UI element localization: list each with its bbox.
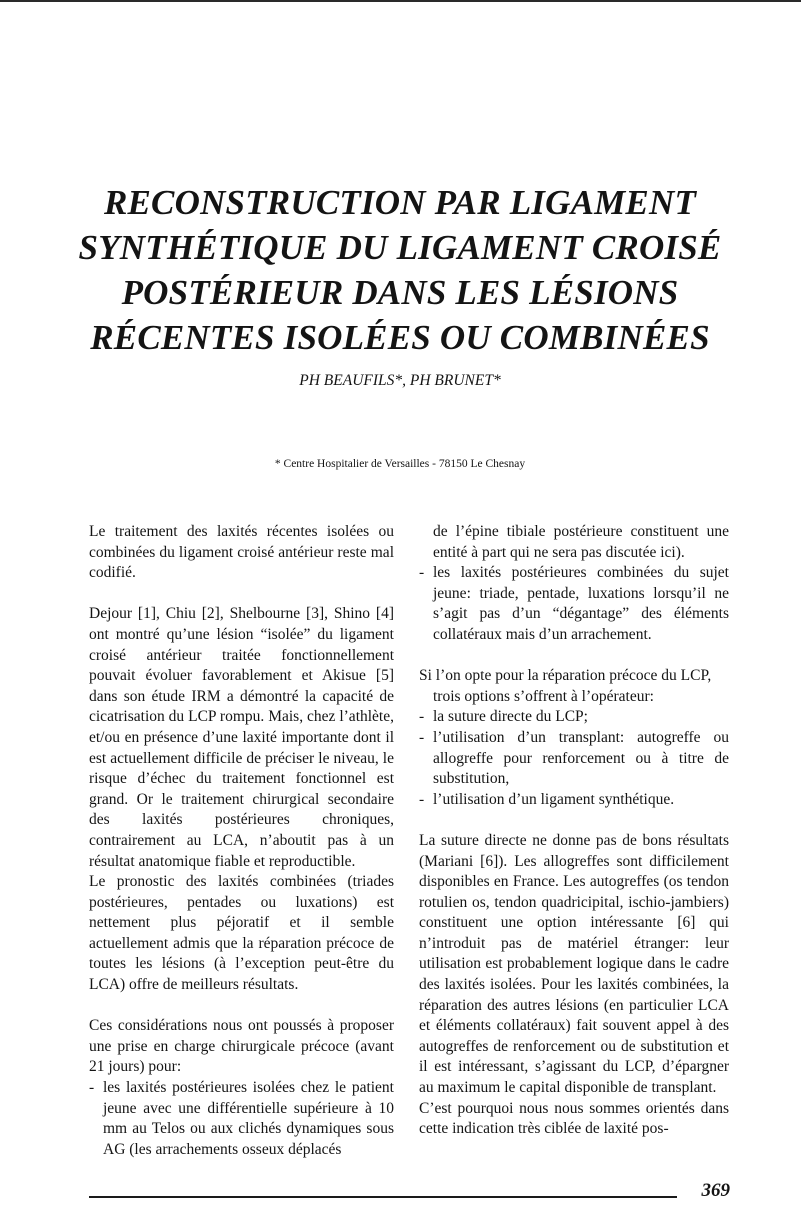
list-item: - l’utilisation d’un transplant: autogreffe ou allogreffe pour renforcement ou à titre de substitution, — [419, 728, 729, 790]
affiliation: * Centre Hospitalier de Versailles - 78150 Le Chesnay — [274, 458, 526, 470]
title-line-2: SYNTHÉTIQUE DU LIGAMENT CROISÉ — [78, 228, 722, 267]
list-item: - les laxités postérieures isolées chez le patient jeune avec une différentielle supérieure à 10 mm au Telos ou aux clichés dynamiques sous AG (les arrachements osseux déplacés — [89, 1078, 394, 1160]
options-intro-line-1: Si l’on opte pour la réparation précoce du LCP, — [419, 667, 712, 685]
indication-list-continued — [419, 522, 729, 646]
paragraph-considerations: Ces considérations nous ont poussés à proposer une prise en charge chirurgicale précoce (avant 21 jours) pour: — [89, 1017, 394, 1076]
indication-list — [89, 1078, 394, 1160]
paragraph-conclusion: C’est pourquoi nous nous sommes orientés dans cette indication très ciblée de laxité pos- — [419, 1099, 729, 1138]
list-item-continued: de l’épine tibiale postérieure constituent une entité à part qui ne sera pas discutée ici). — [433, 523, 729, 561]
list-item: - les laxités postérieures combinées du sujet jeune: triade, pentade, luxations lorsqu’il ne s’agit pas d’un “dégantage” des éléments collatéraux mais d’un arrachement. — [419, 563, 729, 645]
authors: PH BEAUFILS*, PH BRUNET* — [299, 372, 501, 389]
paragraph-literature: Dejour [1], Chiu [2], Shelbourne [3], Shino [4] ont montré qu’une lésion “isolée” du ligament croisé antérieur traitée fonctionnellement pouvait évoluer favorablement et Akisue [5] dans son étude IRM a démontré la capacité de cicatrisation du LCP rompu. Mais, chez l’athlète, et/ou en présence d’une laxité importante dont il est actuellement difficile de préciser le niveau, le risque d’échec du traitement fonctionnel est grand. Or le traitement chirurgical secondaire des laxités postérieures chroniques, contrairement au LCA, n’aboutit pas à un résultat anatomique fiable et reproductible. — [89, 605, 394, 870]
title-line-4: RÉCENTES ISOLÉES OU COMBINÉES — [90, 318, 710, 357]
page-number: 369 — [701, 1180, 730, 1201]
options-list — [419, 707, 729, 810]
left-column — [89, 522, 394, 1160]
list-item: - l’utilisation d’un ligament synthétique. — [419, 790, 729, 811]
paragraph-grafts: La suture directe ne donne pas de bons résultats (Mariani [6]). Les allogreffes sont difficilement disponibles en France. Les autogreffes (os tendon rotulien os, tendon quadricipital, ischio-jambiers) constituent une option intéressante [6] qui n’introduit pas de matériel étranger: leur utilisation est probablement logique dans le cadre des laxités isolées. Pour les laxités combinées, la réparation des autres lésions (en particulier LCA et éléments collatéraux) fait souvent appel à des autogreffes de renforcement ou de substitution et il est intéressant, s’agissant du LCP, d’épargner au maximum le capital disponible de transplant. — [419, 831, 729, 1097]
paragraph-intro: Le traitement des laxités récentes isolées ou combinées du ligament croisé antérieur reste mal codifié. — [89, 523, 394, 582]
paragraph-options — [419, 666, 729, 707]
title-line-3: POSTÉRIEUR DANS LES LÉSIONS — [121, 273, 679, 312]
top-rule — [0, 0, 801, 2]
title-line-1: RECONSTRUCTION PAR LIGAMENT — [103, 183, 697, 222]
options-intro-line-2: trois options s’offrent à l’opérateur: — [433, 687, 654, 705]
right-column — [419, 522, 729, 1140]
paragraph-prognosis: Le pronostic des laxités combinées (triades postérieures, pentades ou luxations) est nettement plus péjoratif et il semble actuellement admis que la réparation précoce de toutes les lésions (à l’exception peut-être du LCA) offre de meilleurs résultats. — [89, 873, 394, 994]
footer-rule — [89, 1196, 677, 1198]
list-item: - la suture directe du LCP; — [419, 707, 729, 728]
article-title — [60, 180, 740, 360]
